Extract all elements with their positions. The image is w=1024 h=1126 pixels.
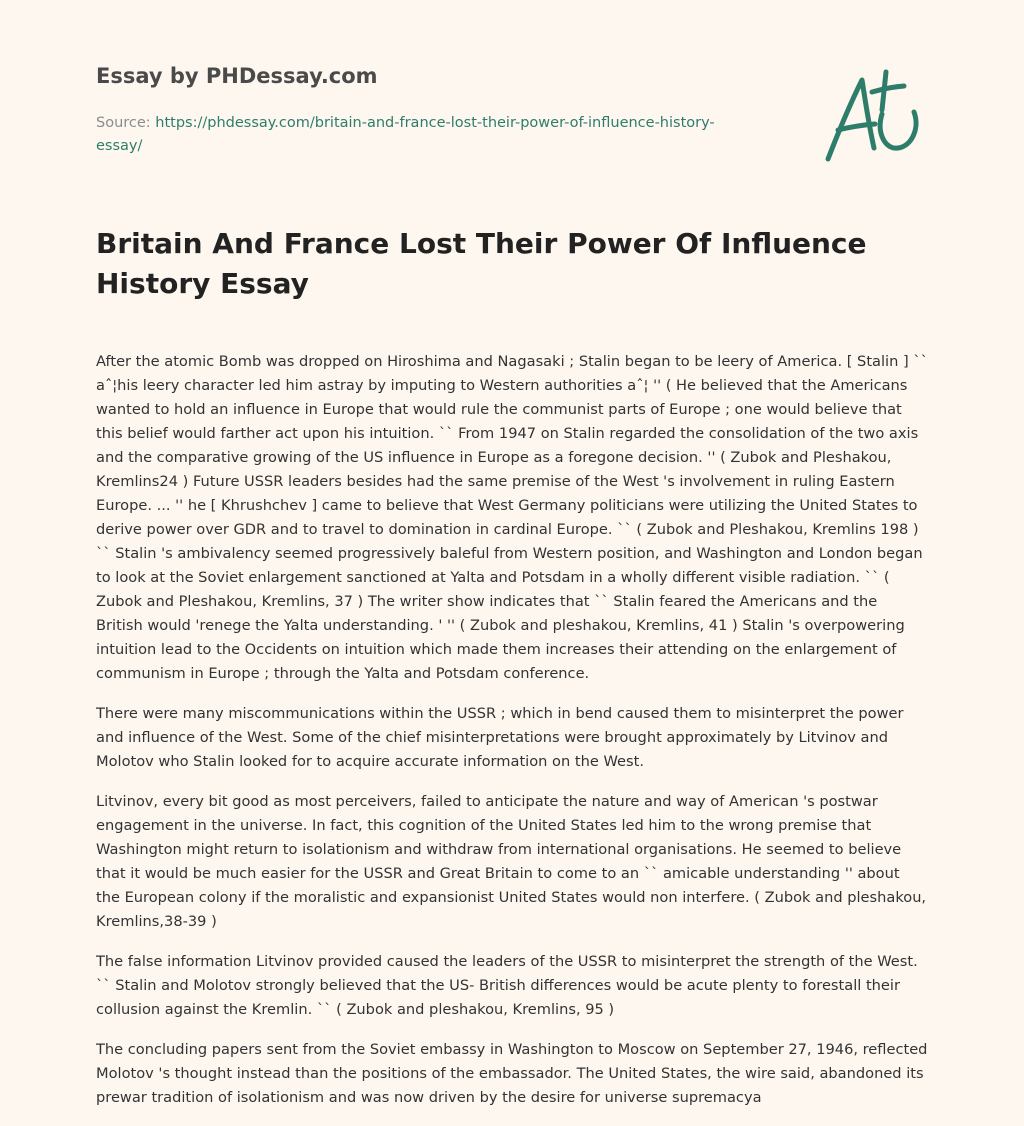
source-label: Source: bbox=[96, 115, 151, 131]
paragraph: The false information Litvinov provided caused the leaders of the USSR to misinterpret the strength of the West. `` Stalin and Molotov strongly believed that the US- British differences would be acute plenty to forestall their collusion against the Kremlin. `` ( Zubok and pleshakou, Kremlins, 95 ) bbox=[96, 953, 918, 1018]
site-brand[interactable]: Essay by PHDessay.com bbox=[96, 64, 378, 88]
paragraph: Litvinov, every bit good as most perceivers, failed to anticipate the nature and way of American 's postwar engagement in the universe. In fact, this cognition of the United States led him to the wrong premise that Washington might return to isolationism and withdraw from international organisations. He seemed to believe that it would be much easier for the USSR and Great Britain to come to an `` amicable understanding '' about the European colony if the moralistic and expansionist United States would non interfere. ( Zubok and pleshakou, Kremlins,38-39 ) bbox=[96, 793, 927, 930]
paragraph: After the atomic Bomb was dropped on Hiroshima and Nagasaki ; Stalin began to be leery of America. [ Stalin ] `` aˆ¦his leery character led him astray by imputing to Western authorities aˆ¦ '' ( He believed that the Americans wanted to hold an influence in Europe that would rule the communist parts of Europe ; one would believe that this belief would farther act upon his intuition. `` From 1947 on Stalin regarded the consolidation of the two axis and the comparative growing of the US influence in Europe as a foregone decision. '' ( Zubok and Pleshakou, Kremlins24 ) Future USSR leaders besides had the same premise of the West 's involvement in ruling Eastern Europe. ... '' he [ Khrushchev ] came to believe that West Germany politicians were utilizing the United States to derive power over GDR and to travel to domination in cardinal Europe. `` ( Zubok and Pleshakou, Kremlins 198 ) `` Stalin 's ambivalency seemed progressively baleful from Western position, and Washington and London began to look at the Soviet enlargement sanctioned at Yalta and Potsdam in a wholly different visible radiation. `` ( Zubok and Pleshakou, Kremlins, 37 ) The writer show indicates that `` Stalin feared the Americans and the British would 'renege the Yalta understanding. ' '' ( Zubok and pleshakou, Kremlins, 41 ) Stalin 's overpowering intuition lead to the Occidents on intuition which made them increases their attending on the enlargement of communism in Europe ; through the Yalta and Potsdam conference. bbox=[96, 353, 928, 682]
paragraph: The concluding papers sent from the Soviet embassy in Washington to Moscow on September 27, 1946, reflected Molotov 's thought instead than the positions of the embassador. The United States, the wire said, abandoned its prewar tradition of isolationism and was now driven by the desire for universe supremacya bbox=[96, 1041, 928, 1106]
source-link[interactable]: https://phdessay.com/britain-and-france-lost-their-power-of-influence-history-essay/ bbox=[96, 115, 715, 154]
article-body bbox=[96, 350, 928, 1126]
source-line bbox=[96, 112, 756, 158]
article-title: Britain And France Lost Their Power Of Influence History Essay bbox=[96, 227, 867, 300]
a-plus-logo-icon bbox=[820, 66, 930, 166]
paragraph: There were many miscommunications within the USSR ; which in bend caused them to misinterpret the power and influence of the West. Some of the chief misinterpretations were brought approximately by Litvinov and Molotov who Stalin looked for to acquire accurate information on the West. bbox=[96, 705, 904, 770]
